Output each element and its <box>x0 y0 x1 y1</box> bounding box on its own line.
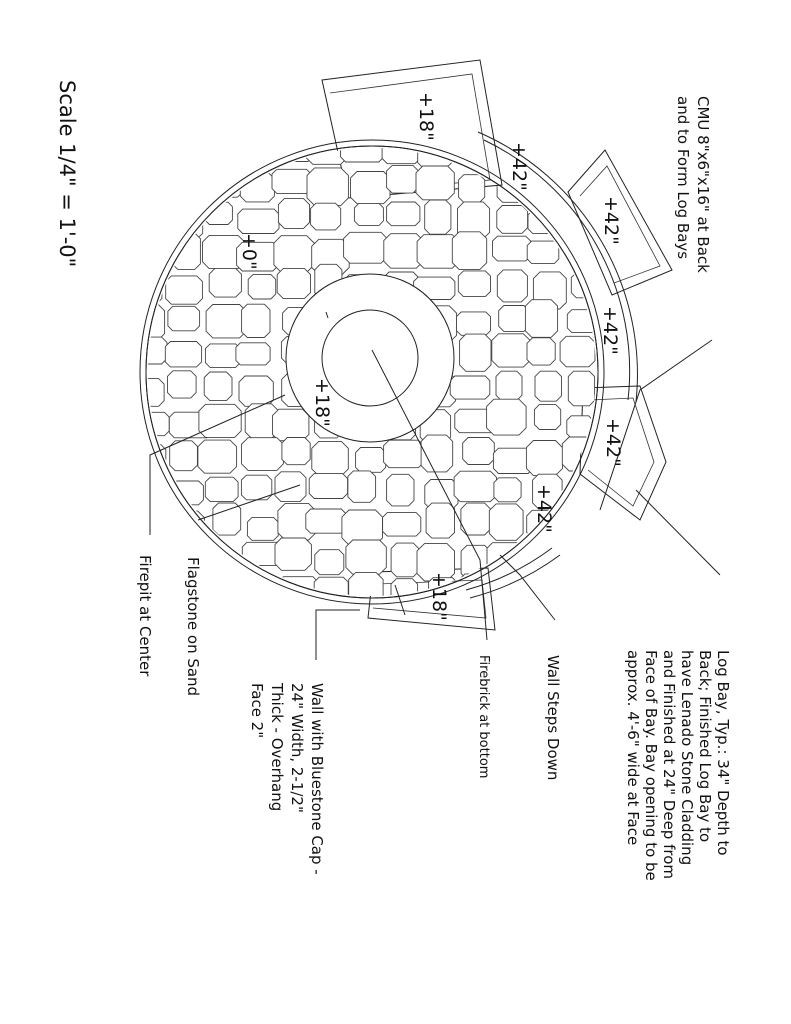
flagstone <box>209 268 241 297</box>
flagstone <box>128 304 165 342</box>
wall-cap-note <box>248 682 326 875</box>
scale-label: Scale 1/4" = 1'-0" <box>55 80 79 268</box>
flagstone <box>458 271 490 297</box>
wall-cap-note-line-1: Wall with Bluestone Cap - <box>308 683 326 875</box>
elevation-wall-bottom-right: +18" <box>428 572 450 621</box>
flagstone <box>126 198 165 231</box>
flagstone <box>205 344 240 368</box>
flagstone-note: Flagstone on Sand <box>184 557 202 697</box>
flagstone <box>278 577 319 606</box>
flagstone <box>384 440 424 468</box>
flagstone <box>170 441 198 471</box>
flagstone <box>134 477 172 509</box>
flagstone <box>132 271 162 305</box>
flagstone <box>209 550 239 574</box>
flagstone <box>236 343 270 365</box>
flagstone <box>311 203 341 230</box>
flagstone <box>273 409 309 441</box>
log-bay-note-line-5: Face of Bay. Bay opening to be <box>642 650 660 881</box>
flagstone <box>568 478 600 511</box>
flagstone <box>461 503 491 535</box>
flagstone <box>493 236 531 261</box>
flagstone <box>275 472 306 502</box>
flagstone <box>344 232 388 263</box>
flagstone <box>457 312 491 335</box>
flagstone <box>130 510 172 544</box>
flagstone <box>460 334 491 371</box>
flagstone <box>306 509 346 533</box>
flagstone <box>172 132 199 168</box>
flagstone <box>242 438 284 471</box>
flagstone <box>356 448 386 473</box>
flagstone <box>168 306 200 331</box>
wall-cap-note-line-4: Face 2" <box>248 683 266 739</box>
flagstone <box>278 199 309 229</box>
flagstone <box>567 310 603 333</box>
flagstone <box>568 371 594 406</box>
flagstone <box>242 133 277 159</box>
flagstone <box>272 169 311 193</box>
flagstone <box>199 404 241 437</box>
flagstone <box>571 272 599 297</box>
flagstone <box>238 209 279 233</box>
flagstone <box>346 540 386 574</box>
wall-cap-note-line-2: 24" Width, 2-1/2" <box>288 683 306 813</box>
flagstone <box>315 550 344 575</box>
flagstone <box>162 167 200 199</box>
firepit-inner-ring <box>322 310 418 406</box>
flagstone <box>198 440 237 473</box>
flagstone <box>165 511 204 544</box>
cmu-note-line-1: CMU 8"x6"x16" at Back <box>694 96 712 273</box>
elevation-bay-2: +42" <box>600 196 622 245</box>
log-bay-note-line-1: Log Bay, Typ.: 34" Depth to <box>714 650 732 856</box>
flagstone <box>165 342 201 367</box>
flagstone <box>421 435 453 472</box>
flagstone <box>573 238 600 266</box>
flagstone <box>173 204 203 239</box>
flagstone <box>274 236 314 273</box>
flagstone <box>168 371 197 398</box>
cmu-note-line-2: and to Form Log Bays <box>674 96 692 260</box>
log-bay-note-line-3: have Lenado Stone Cladding <box>678 650 696 866</box>
flagstone <box>563 133 603 165</box>
flagstone <box>526 578 562 608</box>
flagstone <box>566 200 593 232</box>
flagstone <box>560 336 595 367</box>
flagstone <box>557 174 599 200</box>
flagstone <box>205 477 238 501</box>
flagstone <box>129 412 169 435</box>
flagstone <box>527 173 564 203</box>
flagstone <box>206 305 246 338</box>
flagstone <box>566 508 594 533</box>
flagstone <box>383 513 421 537</box>
flagstone <box>489 504 523 540</box>
flagstone <box>560 573 600 603</box>
wall-cap-note-line-3: Thick - Overhang <box>268 683 286 812</box>
flagstone <box>129 170 163 194</box>
flagstone <box>425 200 451 234</box>
flagstone <box>387 165 419 193</box>
flagstone <box>132 233 168 270</box>
wall-steps-note: Wall Steps Down <box>544 655 562 781</box>
flagstone <box>248 274 276 299</box>
flagstone <box>277 268 310 298</box>
flagstone <box>535 371 562 401</box>
flagstone <box>172 233 200 269</box>
flagstone <box>416 166 454 200</box>
flagstone <box>278 132 314 162</box>
flagstone <box>247 517 278 540</box>
elevation-firepit-wall: +18" <box>311 378 333 427</box>
flagstone <box>525 300 557 338</box>
cmu-note <box>674 96 712 273</box>
flagstone <box>282 438 310 465</box>
flagstone <box>136 138 164 164</box>
flagstone <box>499 306 529 332</box>
flagstone <box>527 338 555 365</box>
flagstone <box>487 543 524 571</box>
flagstone <box>132 337 167 364</box>
elevation-bay-4: +42" <box>602 418 624 467</box>
flagstone <box>496 371 522 400</box>
flagstone <box>497 206 528 234</box>
log-bay-note <box>624 650 732 881</box>
elevation-wall-top-left: +18" <box>415 92 437 141</box>
log-bay-note-line-4: and Finished at 24" Deep from <box>660 650 678 880</box>
flagstone <box>207 132 238 167</box>
flagstone <box>348 471 376 502</box>
flagstone <box>351 172 391 204</box>
flagstone <box>354 203 383 225</box>
flagstone <box>166 276 203 304</box>
flagstone <box>459 175 485 203</box>
flagstone <box>487 399 526 435</box>
flagstone <box>129 445 166 469</box>
flagstone <box>239 376 273 406</box>
flagstone <box>204 372 232 401</box>
flagstone <box>454 471 496 502</box>
flagstone <box>387 474 414 506</box>
flagstone <box>452 232 486 270</box>
flagstone <box>494 478 521 502</box>
flagstone <box>501 581 529 608</box>
flagstone <box>387 202 420 226</box>
firepit-note: Firepit at Center <box>136 555 154 677</box>
flagstone <box>391 543 419 577</box>
firebrick-note: Firebrick at bottom <box>476 655 491 779</box>
flagstone <box>202 576 243 603</box>
elevation-bay-5: +42" <box>533 484 555 533</box>
flagstone <box>426 503 454 538</box>
flagstone <box>450 376 490 399</box>
flagstone <box>275 538 311 570</box>
log-bay-note-line-6: approx. 4'-6" wide at Face <box>624 650 642 846</box>
flagstone <box>307 168 348 206</box>
flagstone <box>309 474 347 499</box>
elevation-bay-3: +42" <box>599 306 621 355</box>
elevation-center: +0" <box>238 233 260 270</box>
flagstone <box>497 270 527 302</box>
flagstone <box>312 441 349 475</box>
elevation-bay-1: +42" <box>508 142 530 191</box>
flagstone <box>492 334 530 367</box>
flagstone <box>560 539 598 572</box>
flagstone <box>463 438 495 465</box>
log-bay-note-line-2: Back; Finished Log Bay to <box>696 650 714 843</box>
flagstone <box>242 304 270 337</box>
flagstone <box>534 405 560 430</box>
flagstone <box>213 503 241 535</box>
flagstone <box>526 441 562 476</box>
flagstone <box>527 241 559 263</box>
